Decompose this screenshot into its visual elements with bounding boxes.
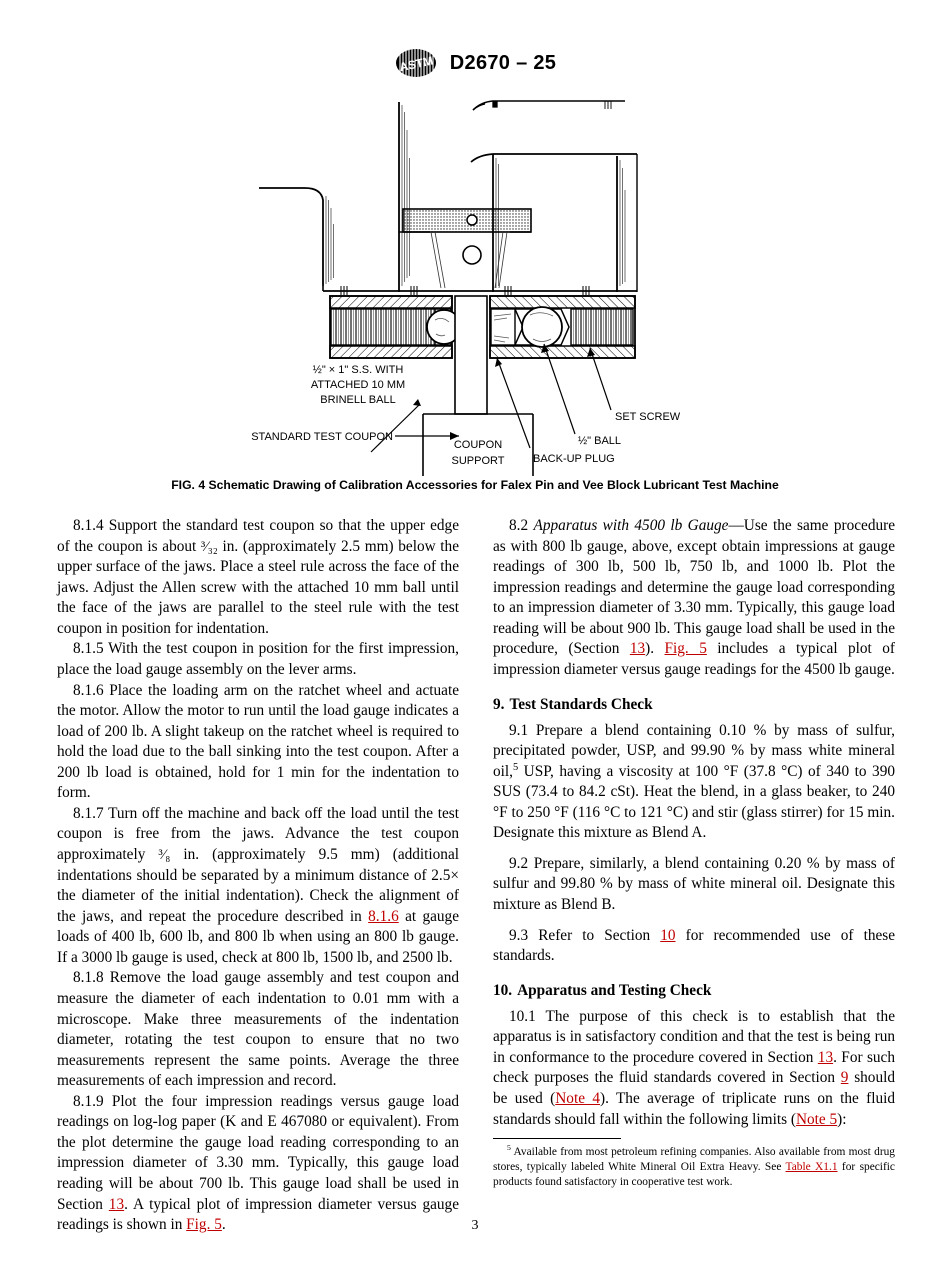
para-number-9-3: 9.3 bbox=[509, 926, 529, 944]
para-number-9-2: 9.2 bbox=[509, 854, 529, 872]
para-text-8-1-4-b: in. (approximately 2.5 mm) below the upper surface of the jaws. Place a steel rule across the face of the jaws. Adjust the Allen screw with the attached 10 mm ball until the face of the jaws are parallel to the steel rule with the test coupon in position for indentation. bbox=[57, 537, 459, 637]
left-column bbox=[57, 516, 459, 1236]
section-10-number: 10. bbox=[493, 981, 513, 999]
paragraph-9-2 bbox=[493, 854, 895, 916]
link-section-13-right[interactable]: 13 bbox=[629, 640, 646, 658]
link-table-x1-1[interactable]: Table X1.1 bbox=[785, 1161, 838, 1174]
section-10-title: Apparatus and Testing Check bbox=[517, 981, 712, 999]
para-number-8-1-8: 8.1.8 bbox=[73, 969, 104, 987]
document-designation: D2670 – 25 bbox=[449, 51, 557, 74]
section-9-title: Test Standards Check bbox=[509, 695, 653, 713]
figure-caption: FIG. 4 Schematic Drawing of Calibration Accessories for Falex Pin and Vee Block Lubricant Test Machine bbox=[171, 478, 779, 492]
para-number-9-1: 9.1 bbox=[509, 721, 529, 739]
para-text-10-1-e: ): bbox=[837, 1110, 847, 1128]
figure-label-brinell-ball-line1: ½" × 1" S.S. WITH bbox=[312, 364, 404, 376]
para-text-9-3-b: for recommended use of these standards. bbox=[493, 926, 895, 965]
figure-4-schematic bbox=[0, 96, 950, 496]
paragraph-8-1-6 bbox=[57, 681, 459, 804]
figure-label-brinell-ball-line3: BRINELL BALL bbox=[320, 394, 396, 406]
para-text-9-3-a: Refer to Section bbox=[538, 926, 661, 944]
paragraph-9-1 bbox=[493, 721, 895, 844]
para-title-8-2: Apparatus with 4500 lb Gauge bbox=[533, 517, 729, 534]
footnote-5-text-b: for specific products found satisfactory in cooperative test work. bbox=[493, 1161, 895, 1189]
paragraph-8-1-4 bbox=[57, 516, 459, 639]
para-text-9-1-a: Prepare a blend containing 0.10 % by mass of sulfur, precipitated powder, USP, and 99.90 % by mass white mineral oil, bbox=[493, 721, 895, 780]
right-column bbox=[493, 516, 895, 1130]
svg-text:ASTM: ASTM bbox=[397, 53, 435, 75]
para-number-8-1-5: 8.1.5 bbox=[73, 640, 104, 658]
para-text-8-1-9-b: . A typical plot of impression diameter versus gauge readings is shown in bbox=[57, 1195, 459, 1234]
link-fig-5[interactable]: Fig. 5 bbox=[186, 1216, 222, 1234]
fraction-3-8: ³⁄₈ bbox=[158, 847, 171, 863]
para-number-8-1-7: 8.1.7 bbox=[73, 804, 104, 822]
para-number-10-1: 10.1 bbox=[509, 1007, 536, 1025]
footnote-rule bbox=[493, 1138, 621, 1139]
link-note-5[interactable]: Note 5 bbox=[795, 1110, 838, 1128]
fraction-3-32: ³⁄₃₂ bbox=[200, 538, 218, 555]
figure-label-coupon-support-line1: COUPON bbox=[453, 439, 503, 451]
link-section-13[interactable]: 13 bbox=[108, 1195, 125, 1213]
footnote-5-marker: 5 bbox=[507, 1143, 511, 1153]
schematic-drawing bbox=[245, 96, 705, 486]
para-number-8-1-6: 8.1.6 bbox=[73, 681, 104, 699]
para-text-8-1-9-a: Plot the four impression readings versus gauge load readings on log-log paper (K and E 467080 or equivalent). From the plot determine the gauge load reading corresponding to an impression diameter of 3.30 mm. Typically, this gauge load reading will be about 700 lb. This gauge load shall be used in Section bbox=[57, 1092, 460, 1213]
astm-logo-icon bbox=[394, 48, 438, 78]
section-heading-9 bbox=[493, 696, 895, 714]
document-header bbox=[0, 48, 950, 78]
para-text-9-2: Prepare, similarly, a blend containing 0.20 % by mass of sulfur and 99.80 % by mass of white mineral oil. Designate this mixture as Blend B. bbox=[493, 854, 895, 913]
para-text-8-2-b: ). bbox=[645, 640, 665, 658]
para-number-8-1-4: 8.1.4 bbox=[73, 517, 104, 534]
para-text-8-1-7-a: Turn off the machine and back off the load until the test coupon is free from the jaws. Advance the test coupon approximately bbox=[57, 804, 459, 863]
para-text-8-2-a: —Use the same procedure as with 800 lb gauge, above, except obtain impressions at gauge readings of 300 lb, 500 lb, 750 lb, and 1000 lb. Plot the impression readings and determine the gauge load corresponding to an impression diameter of 3.30 mm. Typically, this gauge load reading will be about 900 lb. This gauge load shall be used in the procedure, (Section bbox=[493, 517, 896, 658]
link-section-13-10-1[interactable]: 13 bbox=[817, 1048, 834, 1066]
body-columns bbox=[57, 516, 896, 1234]
paragraph-9-3 bbox=[493, 926, 895, 967]
paragraph-8-1-8 bbox=[57, 968, 459, 1091]
para-text-10-1-c: should be used ( bbox=[493, 1069, 896, 1107]
link-note-4[interactable]: Note 4 bbox=[555, 1089, 600, 1107]
footnote-block bbox=[493, 1138, 895, 1190]
link-fig-5-right[interactable]: Fig. 5 bbox=[664, 640, 707, 658]
para-number-8-2: 8.2 bbox=[509, 517, 529, 534]
link-section-9[interactable]: 9 bbox=[840, 1069, 849, 1087]
para-text-8-1-5: With the test coupon in position for the first impression, place the load gauge assembly on the lever arms. bbox=[57, 640, 459, 678]
para-text-8-1-6: Place the loading arm on the ratchet wheel and actuate the motor. Allow the motor to run until the load gauge indicates a load of 200 lb. A slight takeup on the ratchet wheel is required to hold the load due to the ball sinking into the test coupon. After a 200 lb load is obtained, hold for 1 min for the indentation to form. bbox=[57, 681, 459, 802]
figure-label-standard-test-coupon: STANDARD TEST COUPON bbox=[251, 431, 393, 443]
figure-label-set-screw: SET SCREW bbox=[615, 411, 681, 423]
footnote-marker-5: 5 bbox=[512, 761, 519, 773]
para-text-10-1-b: . For such check purposes the fluid standards covered in Section bbox=[493, 1048, 895, 1087]
footnote-5 bbox=[493, 1145, 895, 1190]
paragraph-8-1-9 bbox=[57, 1092, 459, 1236]
para-text-9-1-b: USP, having a viscosity at 100 °F (37.8 °C) of 340 to 390 SUS (73.4 to 84.2 cSt). Heat the blend, in a glass beaker, to 240 °F to 250 °F (116 °C to 121 °C) and stir (glass stirrer) for 15 min. Designate this mixture as Blend A. bbox=[493, 762, 895, 842]
para-text-10-1-d: ). The average of triplicate runs on the fluid standards should fall within the following limits ( bbox=[493, 1089, 895, 1128]
figure-label-brinell-ball-line2: ATTACHED 10 MM bbox=[310, 379, 406, 391]
para-text-8-1-8: Remove the load gauge assembly and test coupon and measure the diameter of each indentation to 0.01 mm with a microscope. Make three measurements of the indentation diameter, rotating the test coupon to ensure that no two measurements represent the same points. Average the three measurements of each impression and record. bbox=[57, 969, 459, 1090]
footnote-5-text-a: Available from most petroleum refining companies. Also available from most drug stores, typically labeled White Mineral Oil Extra Heavy. See bbox=[493, 1146, 895, 1174]
paragraph-8-1-5 bbox=[57, 639, 459, 680]
figure-label-half-inch-ball: ½" BALL bbox=[578, 435, 622, 447]
paragraph-10-1 bbox=[493, 1007, 895, 1130]
figure-label-back-up-plug: BACK-UP PLUG bbox=[533, 453, 615, 465]
link-section-10[interactable]: 10 bbox=[660, 926, 676, 944]
para-text-8-2-c: includes a typical plot of impression diameter versus gauge readings for the 4500 lb gauge. bbox=[493, 640, 895, 678]
section-9-number: 9. bbox=[493, 695, 505, 713]
para-text-8-1-7-b: in. (approximately 9.5 mm) (additional indentations should be separated by a minimum distance of 2.5× the diameter of the initial indentation). Check the alignment of the jaws, and repeat the procedure described in bbox=[57, 846, 459, 925]
figure-label-coupon-support-line2: SUPPORT bbox=[451, 455, 505, 467]
para-text-10-1-a: The purpose of this check is to establish that the apparatus is in satisfactory condition and that the test is being run in conformance to the procedure covered in Section bbox=[493, 1007, 895, 1066]
link-8-1-6[interactable]: 8.1.6 bbox=[368, 907, 399, 925]
para-number-8-1-9: 8.1.9 bbox=[73, 1092, 104, 1110]
paragraph-8-1-7 bbox=[57, 804, 459, 969]
para-text-8-1-4-a: Support the standard test coupon so that the upper edge of the coupon is about bbox=[57, 517, 459, 555]
page-number: 3 bbox=[471, 1218, 479, 1233]
section-heading-10 bbox=[493, 982, 895, 1000]
para-text-8-1-9-c: . bbox=[221, 1216, 226, 1234]
paragraph-8-2 bbox=[493, 516, 895, 681]
para-text-8-1-7-c: at gauge loads of 400 lb, 600 lb, and 800 lb when using an 800 lb gauge. If a 3000 lb gauge is used, check at 800 lb, 1500 lb, and 2500 lb. bbox=[57, 907, 459, 966]
